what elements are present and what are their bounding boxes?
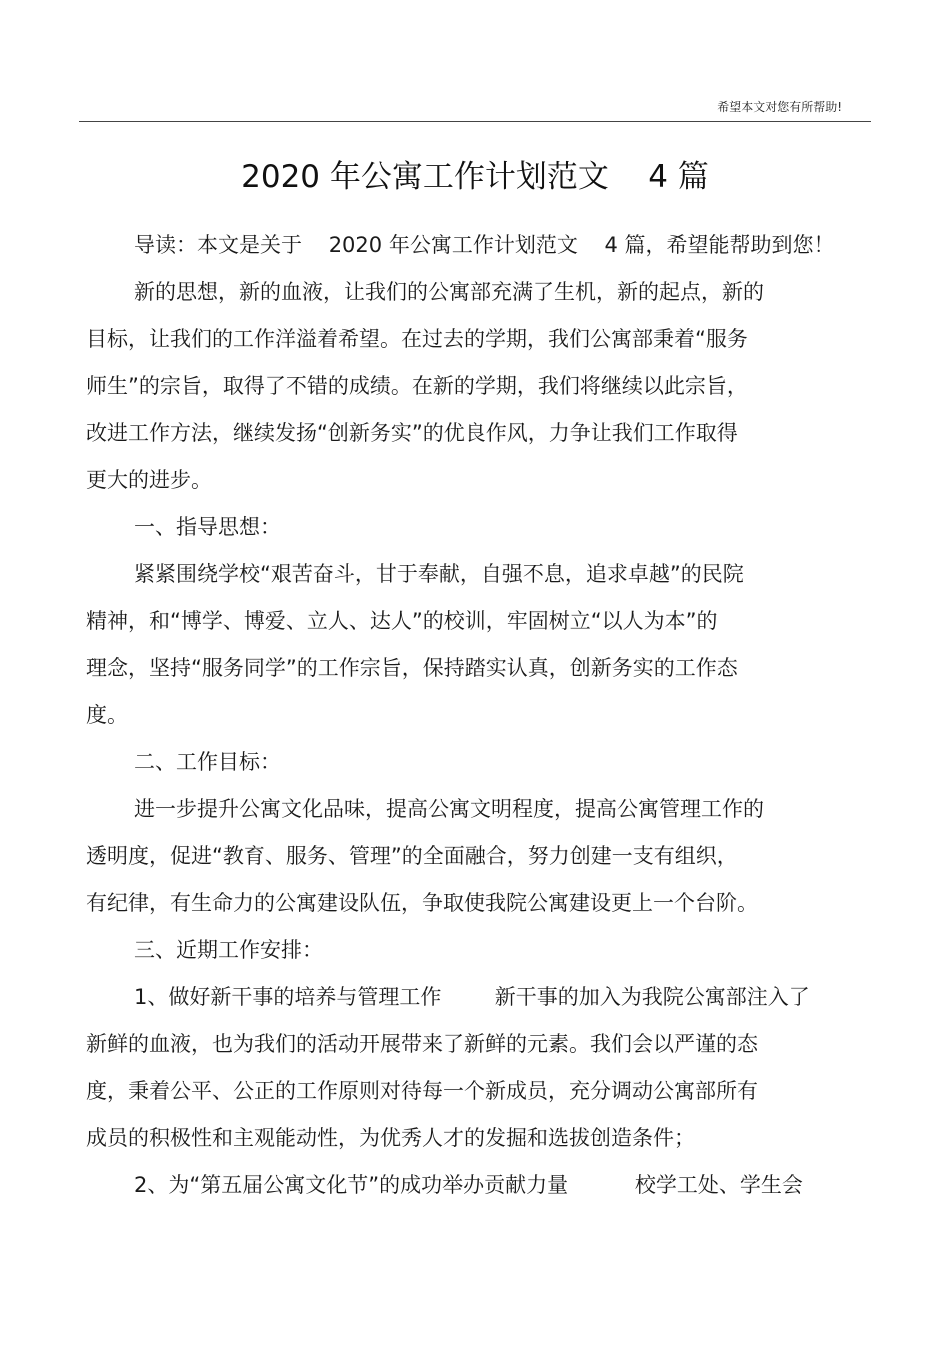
paragraph-line: 进一步提升公寓文化品味，提高公寓文明程度，提高公寓管理工作的	[134, 797, 764, 821]
paragraph-line: 改进工作方法，继续发扬“创新务实”的优良作风，力争让我们工作取得	[86, 421, 738, 445]
paragraph-line: 目标，让我们的工作洋溢着希望。在过去的学期，我们公寓部秉着“服务	[86, 327, 748, 351]
paragraph-line: 紧紧围绕学校“艰苦奋斗，甘于奉献，自强不息，追求卓越”的民院	[134, 562, 744, 586]
header-note: 希望本文对您有所帮助!	[717, 100, 842, 114]
paragraph-line: 精神，和“博学、博爱、立人、达人”的校训，牢固树立“以人为本”的	[86, 609, 718, 633]
paragraph-line: 新的思想，新的血液，让我们的公寓部充满了生机，新的起点，新的	[134, 280, 764, 304]
paragraph-line: 度。	[86, 703, 128, 727]
paragraph-line: 1、做好新干事的培养与管理工作 新干事的加入为我院公寓部注入了	[134, 985, 810, 1009]
paragraph-line: 理念，坚持“服务同学”的工作宗旨，保持踏实认真，创新务实的工作态	[86, 656, 738, 680]
paragraph-line: 2、为“第五届公寓文化节”的成功举办贡献力量 校学工处、学生会	[134, 1173, 803, 1197]
paragraph-line: 更大的进步。	[86, 468, 212, 492]
paragraph-line: 导读：本文是关于 2020 年公寓工作计划范文 4 篇，希望能帮助到您！	[134, 233, 835, 257]
section-heading: 三、近期工作安排：	[134, 938, 323, 962]
paragraph-line: 师生”的宗旨，取得了不错的成绩。在新的学期，我们将继续以此宗旨，	[86, 374, 748, 398]
header-divider	[79, 121, 871, 122]
section-heading: 二、工作目标：	[134, 750, 281, 774]
paragraph-line: 透明度，促进“教育、服务、管理”的全面融合，努力创建一支有组织，	[86, 844, 738, 868]
document-body	[86, 222, 866, 1209]
section-heading: 一、指导思想：	[134, 515, 281, 539]
paragraph-line: 成员的积极性和主观能动性，为优秀人才的发掘和选拔创造条件；	[86, 1126, 695, 1150]
paragraph-line: 新鲜的血液，也为我们的活动开展带来了新鲜的元素。我们会以严谨的态	[86, 1032, 758, 1056]
paragraph-line: 度，秉着公平、公正的工作原则对待每一个新成员，充分调动公寓部所有	[86, 1079, 758, 1103]
paragraph-line: 有纪律，有生命力的公寓建设队伍，争取使我院公寓建设更上一个台阶。	[86, 891, 758, 915]
document-title: 2020 年公寓工作计划范文 4 篇	[241, 159, 709, 195]
